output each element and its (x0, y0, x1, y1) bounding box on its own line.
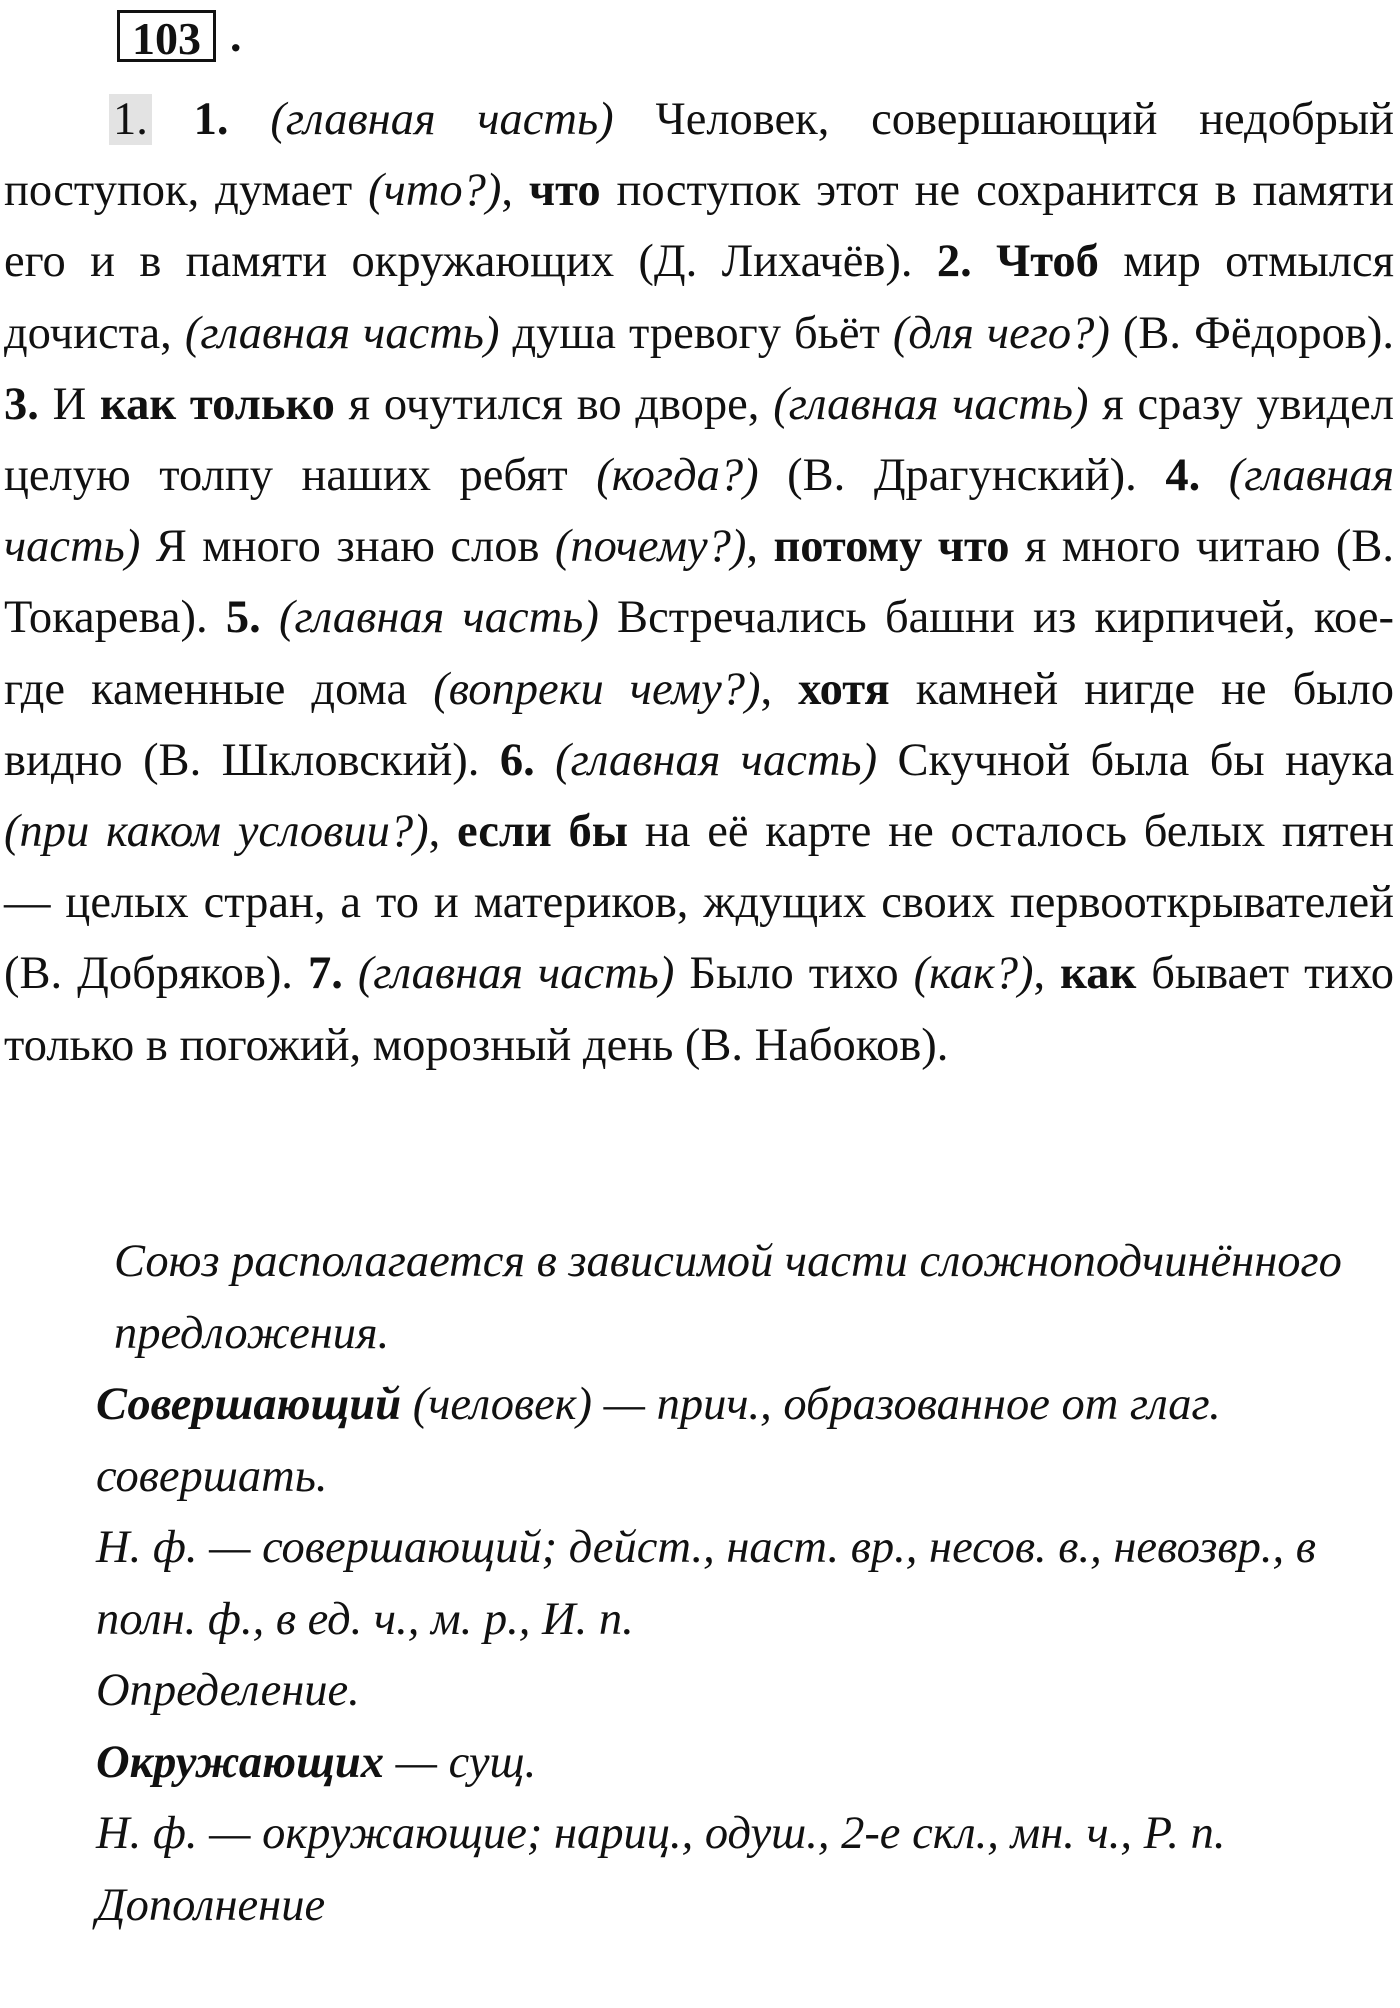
task-number-suffix: . (230, 10, 242, 61)
sentence-6-main-clause-note: (главная часть) (555, 734, 878, 786)
sentence-6-conjunction: если бы (457, 806, 629, 858)
sentence-2-number: 2. (936, 236, 972, 288)
sentence-5-text-b: , (760, 663, 799, 715)
word-1: Совершающий (96, 1379, 402, 1430)
sentence-6-text-b: , (428, 806, 458, 858)
union-note (4, 1226, 1394, 1369)
sentence-3-question: (когда?) (596, 450, 759, 502)
exercise-paragraph (4, 84, 1394, 1081)
union-note-text: Союз располагается в зависимой части сложноподчинённого предложения. (114, 1236, 1342, 1359)
sentence-6-text-a: Скучной была бы наука (877, 734, 1395, 786)
sentence-2-text-c: (В. Фёдоров). (1109, 307, 1394, 359)
sentence-3-main-clause-note: (главная часть) (773, 378, 1089, 430)
sentence-6-number: 6. (499, 734, 535, 786)
sentence-4-text-b: , (746, 521, 774, 573)
word-2-role-text: Дополнение (96, 1879, 326, 1931)
sentence-6-question: (при каком условии?) (4, 806, 429, 858)
word-1-forms (4, 1512, 1394, 1655)
analysis-notes (4, 1226, 1394, 1941)
sentence-5-text-a: Встречались башни из кирпичей, кое-где каменные дома (4, 592, 1394, 715)
sentence-3-conjunction: как только (100, 378, 335, 430)
sentence-3-text-a: И (38, 378, 101, 430)
sentence-2-text-b: душа тревогу бьёт (499, 307, 893, 359)
sentence-4-number: 4. (1165, 450, 1201, 502)
sentence-4-text-a: Я много знаю слов (140, 521, 555, 573)
sentence-2-conjunction: Чтоб (996, 236, 1099, 288)
sentence-3-text-b: я очутился во дворе, (334, 378, 774, 430)
word-1-role-text: Определение. (96, 1665, 360, 1716)
sentence-2-text-a: мир отмылся дочиста, (4, 236, 1395, 359)
sentence-1-number: 1. (193, 94, 229, 145)
sentence-1-text-c: поступок этот не сохранится в памяти его и в памяти окружающих (Д. Лихачёв). (4, 165, 1395, 288)
sentence-4-text-c: я много читаю (В. Токарева). (4, 521, 1395, 644)
sentence-1-text-a: Человек, совершающий недобрый поступок, думает (4, 94, 1394, 217)
sentence-5-main-clause-note: (главная часть) (279, 592, 599, 644)
word-2-heading (4, 1727, 1394, 1799)
sentence-2-question: (для чего?) (892, 307, 1110, 359)
sentence-7-conjunction: как (1060, 948, 1137, 1000)
word-2-role (4, 1870, 1394, 1942)
sentence-7-main-clause-note: (главная часть) (357, 948, 675, 1000)
sentence-1-question: (что?) (368, 165, 502, 217)
sentence-7-question: (как?) (913, 948, 1034, 1000)
sentence-2-main-clause-note: (главная часть) (184, 307, 500, 359)
sentence-6-text-c: на её карте не осталось белых пятен — целых стран, а то и материков, ждущих своих первооткрывателей (В. Добряков). (4, 806, 1395, 1000)
sentence-1-conjunction: что (528, 165, 601, 217)
word-1-heading (4, 1369, 1394, 1512)
word-1-role (4, 1655, 1394, 1727)
sentence-5-number: 5. (225, 592, 261, 644)
task-number-box (117, 10, 216, 62)
sentence-1-text-b: , (501, 165, 529, 217)
word-2: Окружающих (96, 1736, 384, 1788)
sentence-4-main-clause-note: (главная часть) (4, 450, 1394, 573)
sentence-5-text-c: камней нигде не было видно (В. Шкловский). (4, 663, 1394, 786)
sentence-7-text-b: , (1033, 948, 1061, 1000)
sentence-7-number: 7. (307, 948, 343, 1000)
word-2-description: — сущ. (383, 1736, 537, 1788)
word-1-description: (человек) — прич., образованное от глаг. совершать. (96, 1379, 1221, 1502)
sentence-5-question: (вопреки чему?) (433, 663, 761, 715)
paragraph-marker: 1. (109, 94, 152, 145)
sentence-1-main-clause-note: (главная часть) (270, 94, 614, 145)
sentence-5-conjunction: хотя (798, 663, 890, 715)
sentence-3-number: 3. (4, 378, 39, 430)
word-2-forms-text: Н. ф. — окружающие; нариц., одуш., 2-е скл., мн. ч., Р. п. (96, 1808, 1226, 1859)
word-2-forms (4, 1798, 1394, 1870)
sentence-7-text-c: бывает тихо только в погожий, морозный день (В. Набоков). (4, 948, 1395, 1071)
sentence-3-text-d: (В. Драгунский). (758, 450, 1166, 502)
sentence-4-conjunction: потому что (773, 521, 1010, 573)
task-number: 103 (132, 13, 201, 64)
sentence-3-text-c: я сразу увидел целую толпу наших ребят (4, 378, 1394, 502)
sentence-7-text-a: Было тихо (674, 948, 914, 1000)
sentence-4-question: (почему?) (554, 521, 747, 573)
word-1-forms-text: Н. ф. — совершающий; дейст., наст. вр., несов. в., невозвр., в полн. ф., в ед. ч., м. р., И. п. (96, 1522, 1316, 1645)
